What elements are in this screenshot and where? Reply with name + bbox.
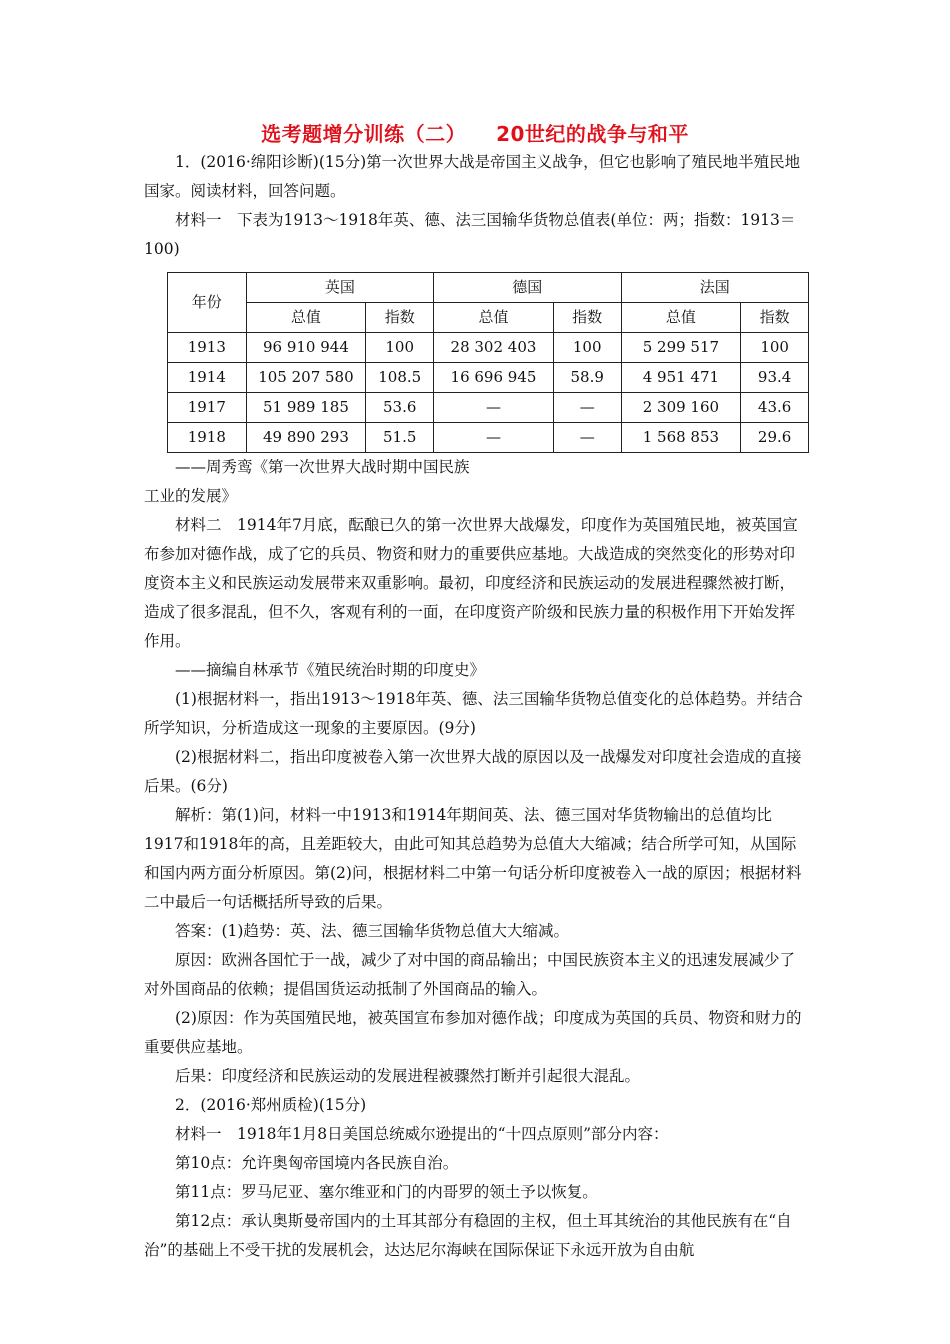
- q1-question1: (1)根据材料一，指出1913～1918年英、德、法三国输华货物总值变化的总体趋势。并结合所学知识，分析造成这一现象的主要原因。(9分): [144, 690, 803, 737]
- q1-answer2: (2)原因：作为英国殖民地，被英国宣布参加对德作战；印度成为英国的兵员、物资和财力的重要供应基地。: [144, 1009, 802, 1056]
- cell-de-index: —: [553, 393, 621, 423]
- source-citation-1-cont: 工业的发展》: [144, 487, 238, 505]
- q1-answer2-result: 后果：印度经济和民族运动的发展进程被骤然打断并引起很大混乱。: [175, 1067, 641, 1085]
- source-citation-2: ——摘编自林承节《殖民统治时期的印度史》: [175, 661, 486, 679]
- q1-intro: 1．(2016·绵阳诊断)(15分)第一次世界大战是帝国主义战争，但它也影响了殖民地半殖民地国家。阅读材料，回答问题。: [144, 153, 801, 200]
- q2-point10: 第10点：允许奥匈帝国境内各民族自治。: [175, 1154, 459, 1172]
- subheader-total: 总值: [621, 303, 741, 333]
- cell-de-total: 28 302 403: [434, 333, 554, 363]
- cell-de-total: —: [434, 423, 554, 453]
- document-body: [144, 148, 809, 1265]
- q1-material2: 材料二 1914年7月底，酝酿已久的第一次世界大战爆发，印度作为英国殖民地，被英国宣布参加对德作战，成了它的兵员、物资和财力的重要供应基地。大战造成的突然变化的形势对印度资本主义和民族运动发展带来双重影响。最初，印度经济和民族运动的发展进程骤然被打断，造成了很多混乱，但不久，客观有利的一面，在印度资产阶级和民族力量的积极作用下开始发挥作用。: [144, 516, 798, 650]
- cell-de-total: —: [434, 393, 554, 423]
- cell-uk-total: 105 207 580: [246, 363, 366, 393]
- table-row: [168, 393, 809, 423]
- cell-fr-index: 43.6: [741, 393, 809, 423]
- q2-point11: 第11点：罗马尼亚、塞尔维亚和门的内哥罗的领土予以恢复。: [175, 1183, 598, 1201]
- subheader-total: 总值: [434, 303, 554, 333]
- subheader-index: 指数: [366, 303, 434, 333]
- cell-de-total: 16 696 945: [434, 363, 554, 393]
- cell-year: 1914: [168, 363, 247, 393]
- cell-fr-index: 93.4: [741, 363, 809, 393]
- cell-year: 1913: [168, 333, 247, 363]
- q1-analysis: 解析：第(1)问，材料一中1913和1914年期间英、法、德三国对华货物输出的总值均比1917和1918年的高，且差距较大，由此可知其总趋势为总值大大缩减；结合所学可知，从国际和国内两方面分析原因。第(2)问，根据材料二中第一句话分析印度被卷入一战的原因；根据材料二中最后一句话概括所导致的后果。: [144, 806, 802, 911]
- cell-uk-total: 51 989 185: [246, 393, 366, 423]
- cell-fr-index: 29.6: [741, 423, 809, 453]
- cell-fr-total: 4 951 471: [621, 363, 741, 393]
- q2-intro: 2．(2016·郑州质检)(15分): [175, 1096, 367, 1114]
- cell-uk-index: 51.5: [366, 423, 434, 453]
- table-subheader-row: [168, 303, 809, 333]
- cell-de-index: 58.9: [553, 363, 621, 393]
- cell-fr-total: 2 309 160: [621, 393, 741, 423]
- cell-fr-total: 1 568 853: [621, 423, 741, 453]
- cell-uk-index: 53.6: [366, 393, 434, 423]
- q1-answer1-reason: 原因：欧洲各国忙于一战，减少了对中国的商品输出；中国民族资本主义的迅速发展减少了对外国商品的依赖；提倡国货运动抵制了外国商品的输入。: [144, 951, 796, 998]
- q2-point12: 第12点：承认奥斯曼帝国内的土耳其部分有稳固的主权，但土耳其统治的其他民族有在“自治”的基础上不受干扰的发展机会，达达尼尔海峡在国际保证下永远开放为自由航: [144, 1212, 792, 1259]
- subheader-index: 指数: [741, 303, 809, 333]
- cell-fr-total: 5 299 517: [621, 333, 741, 363]
- table-row: [168, 333, 809, 363]
- table-header-row: [168, 273, 809, 303]
- subheader-index: 指数: [553, 303, 621, 333]
- subheader-total: 总值: [246, 303, 366, 333]
- cell-uk-index: 108.5: [366, 363, 434, 393]
- cell-year: 1918: [168, 423, 247, 453]
- table-row: [168, 423, 809, 453]
- table-row: [168, 363, 809, 393]
- cell-fr-index: 100: [741, 333, 809, 363]
- cell-uk-total: 96 910 944: [246, 333, 366, 363]
- cell-uk-index: 100: [366, 333, 434, 363]
- q1-question2: (2)根据材料二，指出印度被卷入第一次世界大战的原因以及一战爆发对印度社会造成的直接后果。(6分): [144, 748, 802, 795]
- cell-de-index: —: [553, 423, 621, 453]
- q1-answer1: 答案：(1)趋势：英、法、德三国输华货物总值大大缩减。: [175, 922, 569, 940]
- title-part2: 20世纪的战争与和平: [496, 122, 689, 146]
- country-header-fr: 法国: [621, 273, 808, 303]
- cell-de-index: 100: [553, 333, 621, 363]
- source-citation-1: ——周秀鸾《第一次世界大战时期中国民族: [175, 458, 470, 476]
- q2-material1: 材料一 1918年1月8日美国总统威尔逊提出的“十四点原则”部分内容：: [175, 1125, 669, 1143]
- export-table: [167, 272, 809, 453]
- cell-year: 1917: [168, 393, 247, 423]
- cell-uk-total: 49 890 293: [246, 423, 366, 453]
- q1-material1: 材料一 下表为1913～1918年英、德、法三国输华货物总值表(单位：两；指数：1913＝100): [144, 211, 796, 258]
- title-part1: 选考题增分训练（二）: [261, 122, 467, 146]
- page-title: [0, 118, 950, 147]
- year-header: 年份: [168, 273, 247, 333]
- country-header-uk: 英国: [246, 273, 434, 303]
- country-header-de: 德国: [434, 273, 621, 303]
